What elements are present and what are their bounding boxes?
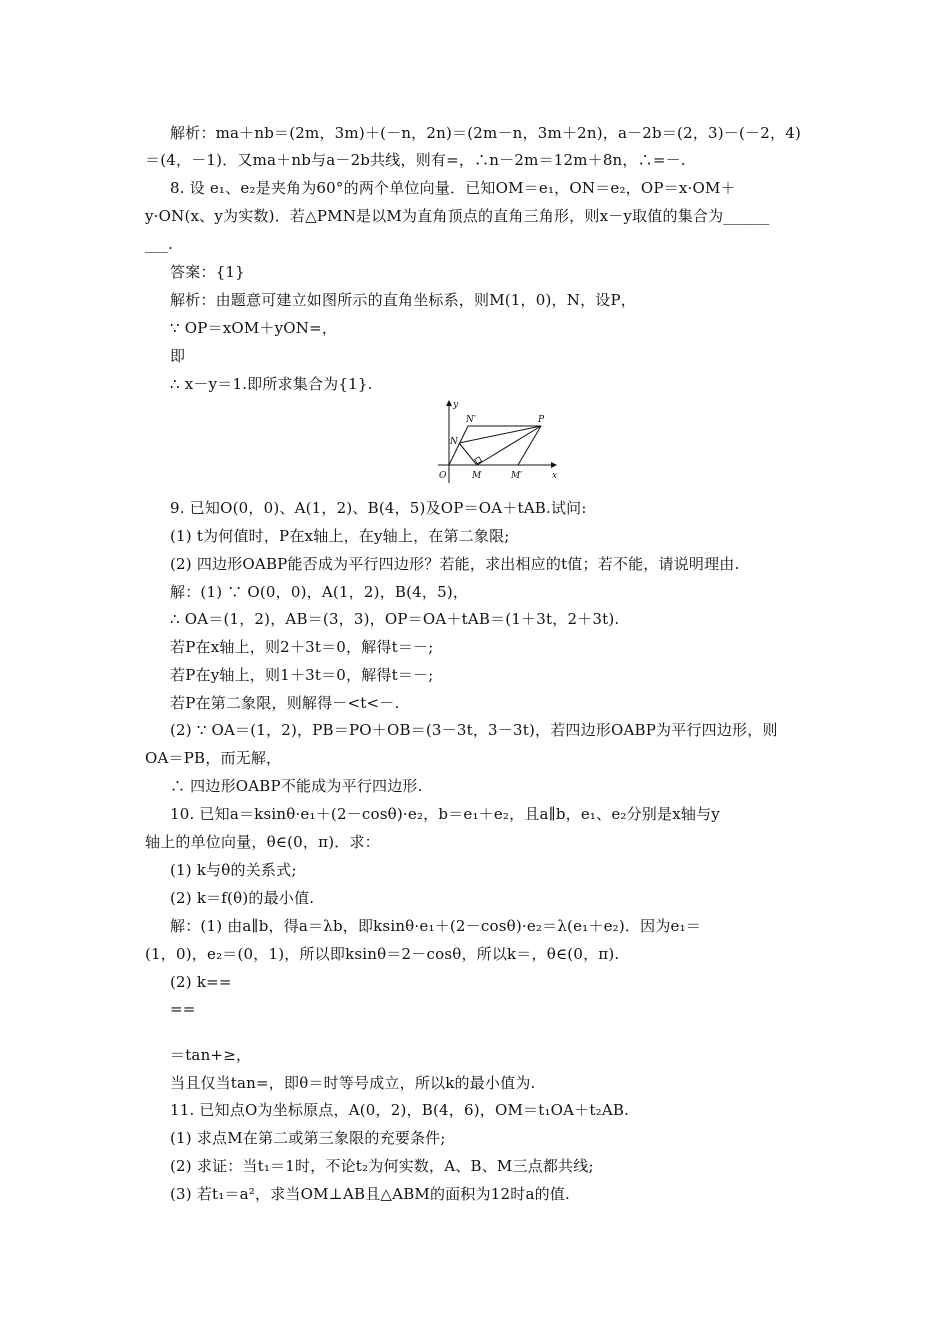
label-M: M: [472, 471, 482, 481]
problem-9-solution-3: 若P在x轴上，则2＋3t＝0，解得t＝－;: [170, 638, 434, 656]
label-O: O: [439, 471, 447, 481]
solution-line-3: 即: [170, 347, 186, 365]
problem-10-solution-1: 解：(1) 由a∥b，得a＝λb，即ksinθ·e₁＋(2－cosθ)·e₂＝λ(e₁＋e₂)．因为e₁＝: [170, 917, 702, 935]
problem-9-solution-4: 若P在y轴上，则1＋3t＝0，解得t＝－;: [170, 666, 434, 684]
segment-Mprime-P: [518, 426, 541, 465]
problem-9-part-1: (1) t为何值时，P在x轴上，在y轴上，在第二象限;: [170, 527, 510, 545]
problem-11-line: 11. 已知点O为坐标原点，A(0，2)，B(4，6)，OM＝t₁OA＋t₂AB.: [170, 1101, 630, 1119]
label-N-prime: N′: [466, 415, 476, 425]
label-x: x: [552, 471, 558, 481]
text-line-1: 解析：ma＋nb＝(2m，3m)＋(－n，2n)＝(2m－n，3m＋2n)，a－2b＝(2，3)－(－2，4): [170, 124, 802, 142]
text-line-2: ＝(4，－1)．又ma＋nb与a－2b共线，则有=，∴n－2m＝12m＋8n，∴=－.: [145, 151, 686, 169]
problem-9-solution-8: ∴ 四边形OABP不能成为平行四边形.: [170, 777, 423, 795]
problem-9-solution-6: (2) ∵ OA＝(1，2)，PB＝PO＋OB＝(3－3t，3－3t)，若四边形OABP为平行四边形，则: [170, 721, 778, 739]
problem-11-part-3: (3) 若t₁＝a²，求当OM⊥AB且△ABM的面积为12时a的值.: [170, 1185, 570, 1203]
segment-M-P: [477, 426, 541, 465]
problem-9-solution-1: 解：(1) ∵ O(0，0)，A(1，2)，B(4，5)，: [170, 583, 469, 601]
problem-9-line: 9. 已知O(0，0)、A(1，2)、B(4，5)及OP＝OA＋tAB.试问:: [170, 499, 587, 517]
segment-N-P: [459, 426, 541, 443]
problem-8-line-3: ___.: [145, 235, 174, 253]
coordinate-figure: [428, 398, 564, 488]
label-y: y: [453, 400, 459, 410]
problem-10-solution-6: 当且仅当tan=，即θ＝时等号成立，所以k的最小值为.: [170, 1074, 536, 1092]
label-P: P: [538, 415, 545, 425]
problem-10-part-1: (1) k与θ的关系式;: [170, 861, 297, 879]
solution-line-2: ∵ OP＝xOM＋yON=，: [170, 319, 338, 337]
problem-11-part-1: (1) 求点M在第二或第三象限的充要条件;: [170, 1129, 446, 1147]
problem-10-solution-4: ==: [170, 1000, 196, 1018]
problem-10-line-1: 10. 已知a＝ksinθ·e₁＋(2－cosθ)·e₂，b＝e₁＋e₂，且a∥b，e₁、e₂分别是x轴与y: [170, 805, 720, 823]
problem-10-line-2: 轴上的单位向量，θ∈(0，π)．求：: [145, 833, 380, 851]
problem-11-part-2: (2) 求证：当t₁＝1时，不论t₂为何实数，A、B、M三点都共线;: [170, 1157, 594, 1175]
problem-9-solution-2: ∴ OA＝(1，2)，AB＝(3，3)，OP＝OA＋tAB＝(1＋3t，2＋3t).: [170, 610, 620, 628]
problem-9-part-2: (2) 四边形OABP能否成为平行四边形？若能，求出相应的t值；若不能，请说明理由.: [170, 555, 740, 573]
problem-9-solution-5: 若P在第二象限，则解得－<t<－.: [170, 694, 400, 712]
solution-line-4: ∴ x－y＝1.即所求集合为{1}.: [170, 375, 373, 393]
problem-10-solution-5: ＝tan+≥，: [170, 1046, 252, 1064]
label-N: N: [450, 437, 458, 447]
solution-line-1: 解析：由题意可建立如图所示的直角坐标系，则M(1，0)，N，设P，: [170, 291, 636, 309]
problem-10-part-2: (2) k＝f(θ)的最小值.: [170, 889, 315, 907]
label-M-prime: M′: [511, 471, 523, 481]
problem-10-solution-2: (1，0)，e₂＝(0，1)，所以即ksinθ＝2－cosθ，所以k＝，θ∈(0，π).: [145, 945, 620, 963]
answer-line: 答案：{1}: [170, 263, 245, 281]
problem-9-solution-7: OA＝PB，而无解，: [145, 749, 282, 767]
problem-8-line-1: 8. 设 e₁、e₂是夹角为60°的两个单位向量．已知OM＝e₁，ON＝e₂，OP＝x·OM＋: [170, 179, 736, 197]
problem-8-line-2: y·ON(x、y为实数)．若△PMN是以M为直角顶点的直角三角形，则x－y取值的集合为______: [145, 207, 770, 225]
segment-N-M: [459, 443, 477, 465]
problem-10-solution-3: (2) k==: [170, 973, 232, 991]
